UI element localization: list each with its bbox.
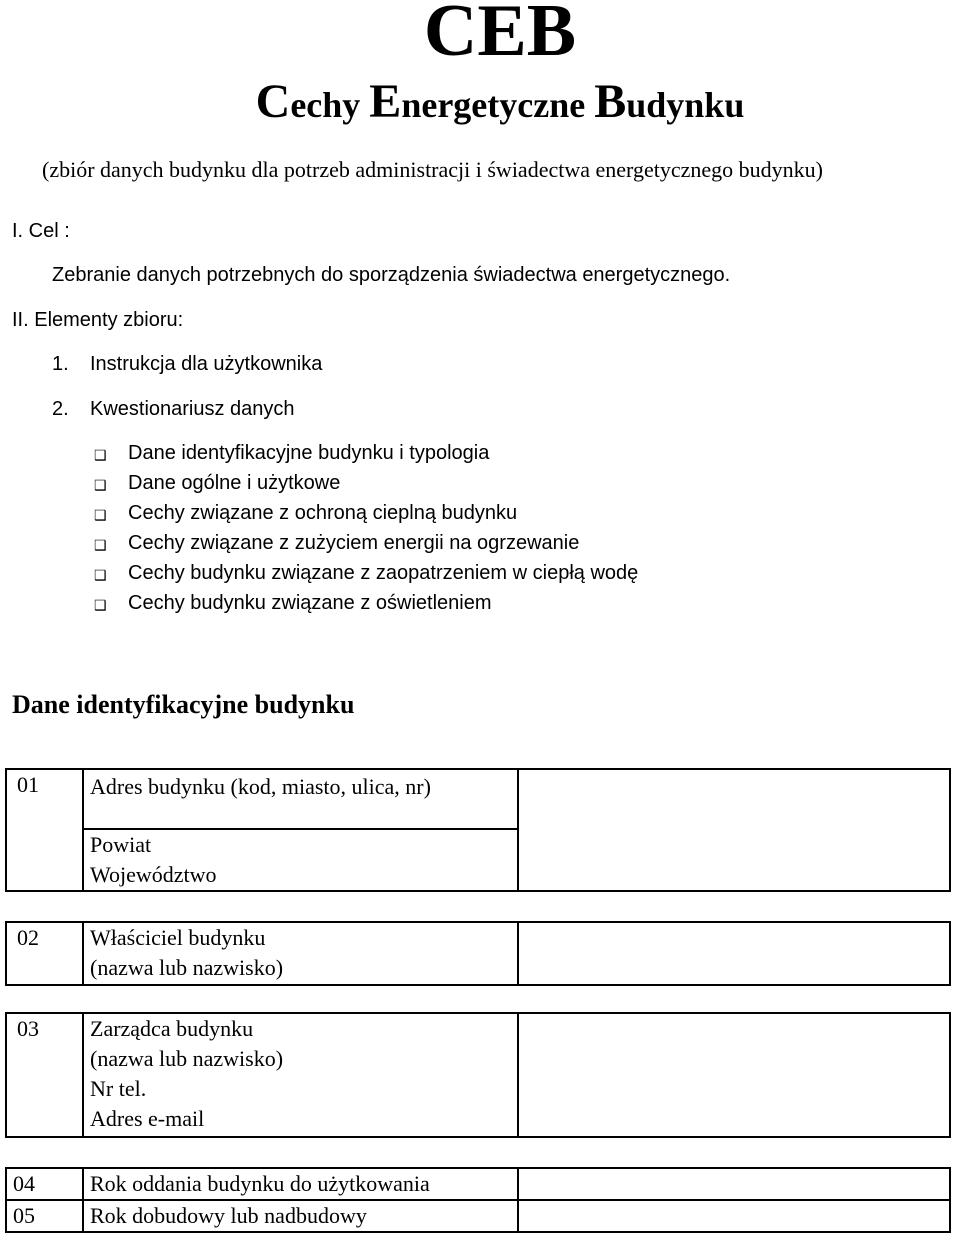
form-table-row-01	[5, 768, 951, 892]
document-description: (zbiór danych budynku dla potrzeb administracji i świadectwa energetycznego budynku)	[42, 157, 823, 182]
section-2-item-number: 1.	[52, 353, 69, 375]
row-number: 05	[6, 1200, 83, 1232]
checkbox-bullet-icon: ❑	[94, 509, 107, 524]
manager-input-field[interactable]	[518, 1013, 950, 1137]
section-1-text: Zebranie danych potrzebnych do sporządzenia świadectwa energetycznego.	[52, 264, 731, 286]
address-input-field[interactable]	[518, 769, 950, 891]
extension-year-input-field[interactable]	[518, 1200, 950, 1232]
document-title: CEB	[423, 0, 577, 72]
year-built-input-field[interactable]	[518, 1168, 950, 1200]
section-2-heading: II. Elementy zbioru:	[12, 309, 184, 331]
row-label: Adres budynku (kod, miasto, ulica, nr)	[83, 769, 518, 829]
form-table-row-02	[5, 921, 951, 986]
section-1-heading: I. Cel :	[12, 220, 70, 242]
row-number: 02	[6, 922, 83, 985]
bullet-item: Cechy związane z ochroną cieplną budynku	[128, 502, 518, 524]
section-2-item-label: Instrukcja dla użytkownika	[90, 353, 323, 375]
row-label: Właściciel budynku (nazwa lub nazwisko)	[83, 922, 518, 985]
row-label: Zarządca budynku (nazwa lub nazwisko) Nr tel. Adres e-mail	[83, 1013, 518, 1137]
section-2-item-number: 2.	[52, 398, 69, 420]
checkbox-bullet-icon: ❑	[94, 479, 107, 494]
bullet-item: Dane identyfikacyjne budynku i typologia	[128, 442, 490, 464]
checkbox-bullet-icon: ❑	[94, 449, 107, 464]
document-subtitle: Cechy Energetyczne Budynku	[255, 75, 745, 128]
checkbox-bullet-icon: ❑	[94, 599, 107, 614]
bullet-item: Dane ogólne i użytkowe	[128, 472, 341, 494]
form-table-rows-04-05	[5, 1167, 951, 1233]
row-number: 01	[6, 769, 83, 891]
section-2-item-label: Kwestionariusz danych	[90, 398, 295, 420]
row-sub-label: Powiat Województwo	[83, 829, 518, 891]
bullet-item: Cechy budynku związane z zaopatrzeniem w ciepłą wodę	[128, 562, 639, 584]
form-table-row-03	[5, 1012, 951, 1138]
owner-input-field[interactable]	[518, 922, 950, 985]
bullet-item: Cechy budynku związane z oświetleniem	[128, 592, 492, 614]
checkbox-bullet-icon: ❑	[94, 569, 107, 584]
form-section-heading: Dane identyfikacyjne budynku	[12, 690, 355, 719]
row-number: 03	[6, 1013, 83, 1137]
row-label: Rok dobudowy lub nadbudowy	[83, 1200, 518, 1232]
bullet-item: Cechy związane z zużyciem energii na ogrzewanie	[128, 532, 580, 554]
row-number: 04	[6, 1168, 83, 1200]
row-label: Rok oddania budynku do użytkowania	[83, 1168, 518, 1200]
checkbox-bullet-icon: ❑	[94, 539, 107, 554]
